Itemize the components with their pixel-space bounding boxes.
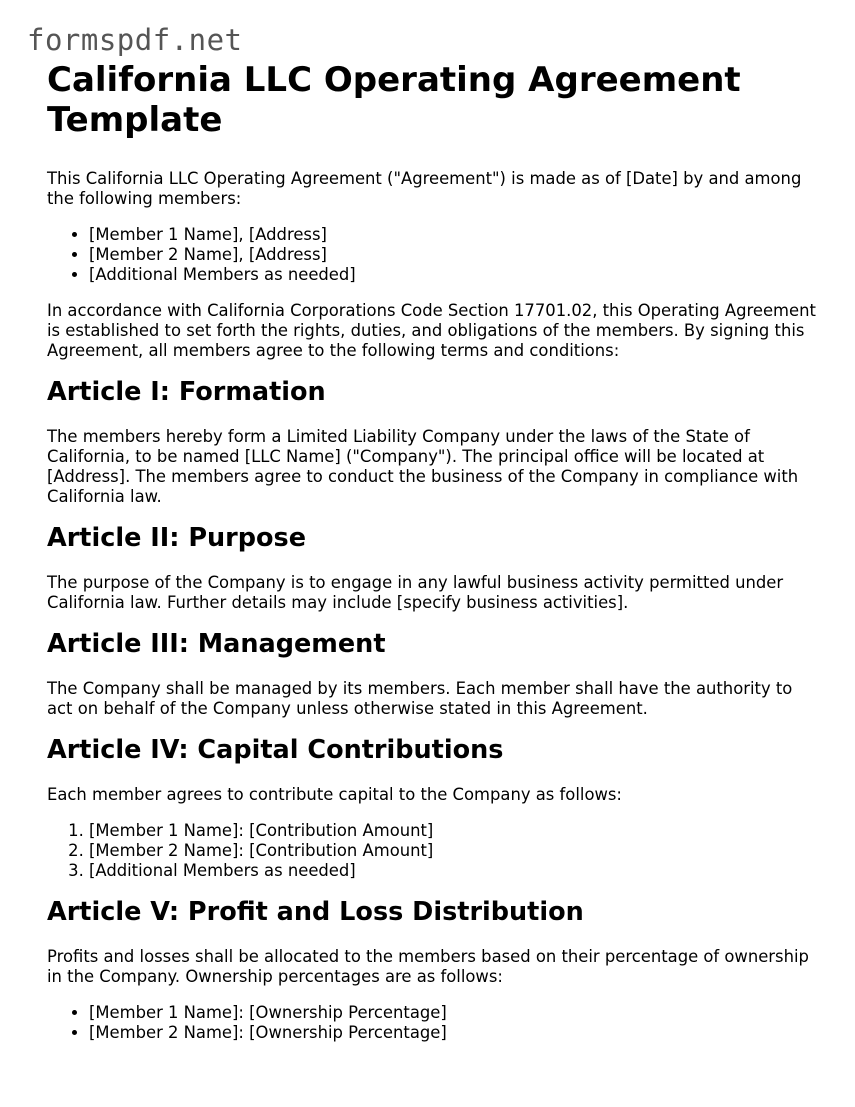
list-item: 2. [Member 2 Name]: [Contribution Amount] <box>89 841 817 861</box>
list-item: • [Member 2 Name]: [Ownership Percentage] <box>89 1023 817 1043</box>
list-item: • [Member 2 Name], [Address] <box>89 245 817 265</box>
article-3-heading: Article III: Management <box>47 629 386 659</box>
list-item: • [Member 1 Name], [Address] <box>89 225 817 245</box>
article-4-heading: Article IV: Capital Contributions <box>47 735 504 765</box>
document-page <box>47 60 817 1059</box>
intro-paragraph-2: In accordance with California Corporations Code Section 17701.02, this Operating Agreement is established to set forth the rights, duties, and obligations of the members. By signing this Agreement, all members agree to the following terms and conditions: <box>47 301 816 360</box>
intro-paragraph: This California LLC Operating Agreement ("Agreement") is made as of [Date] by and among the following members: <box>47 169 802 208</box>
article-1-text: The members hereby form a Limited Liability Company under the laws of the State of California, to be named [LLC Name] ("Company"). The principal office will be located at [Address]. The members agree to conduct the business of the Company in compliance with California law. <box>47 427 799 506</box>
ownership-list <box>47 1003 817 1043</box>
list-item: 1. [Member 1 Name]: [Contribution Amount] <box>89 821 817 841</box>
article-5-heading: Article V: Profit and Loss Distribution <box>47 897 584 927</box>
article-2-text: The purpose of the Company is to engage in any lawful business activity permitted under California law. Further details may include [specify business activities]. <box>47 573 784 612</box>
list-item: 3. [Additional Members as needed] <box>89 861 817 881</box>
list-item: • [Additional Members as needed] <box>89 265 817 285</box>
watermark: formspdf.net <box>27 23 243 57</box>
members-list <box>47 225 817 285</box>
document-title: California LLC Operating Agreement Template <box>47 60 741 140</box>
article-4-text: Each member agrees to contribute capital to the Company as follows: <box>47 785 622 804</box>
article-1-heading: Article I: Formation <box>47 377 326 407</box>
article-2-heading: Article II: Purpose <box>47 523 306 553</box>
list-item: • [Member 1 Name]: [Ownership Percentage] <box>89 1003 817 1023</box>
article-3-text: The Company shall be managed by its members. Each member shall have the authority to act on behalf of the Company unless otherwise stated in this Agreement. <box>47 679 793 718</box>
article-5-text: Profits and losses shall be allocated to the members based on their percentage of ownership in the Company. Ownership percentages are as follows: <box>47 947 809 986</box>
contributions-list <box>47 821 817 881</box>
